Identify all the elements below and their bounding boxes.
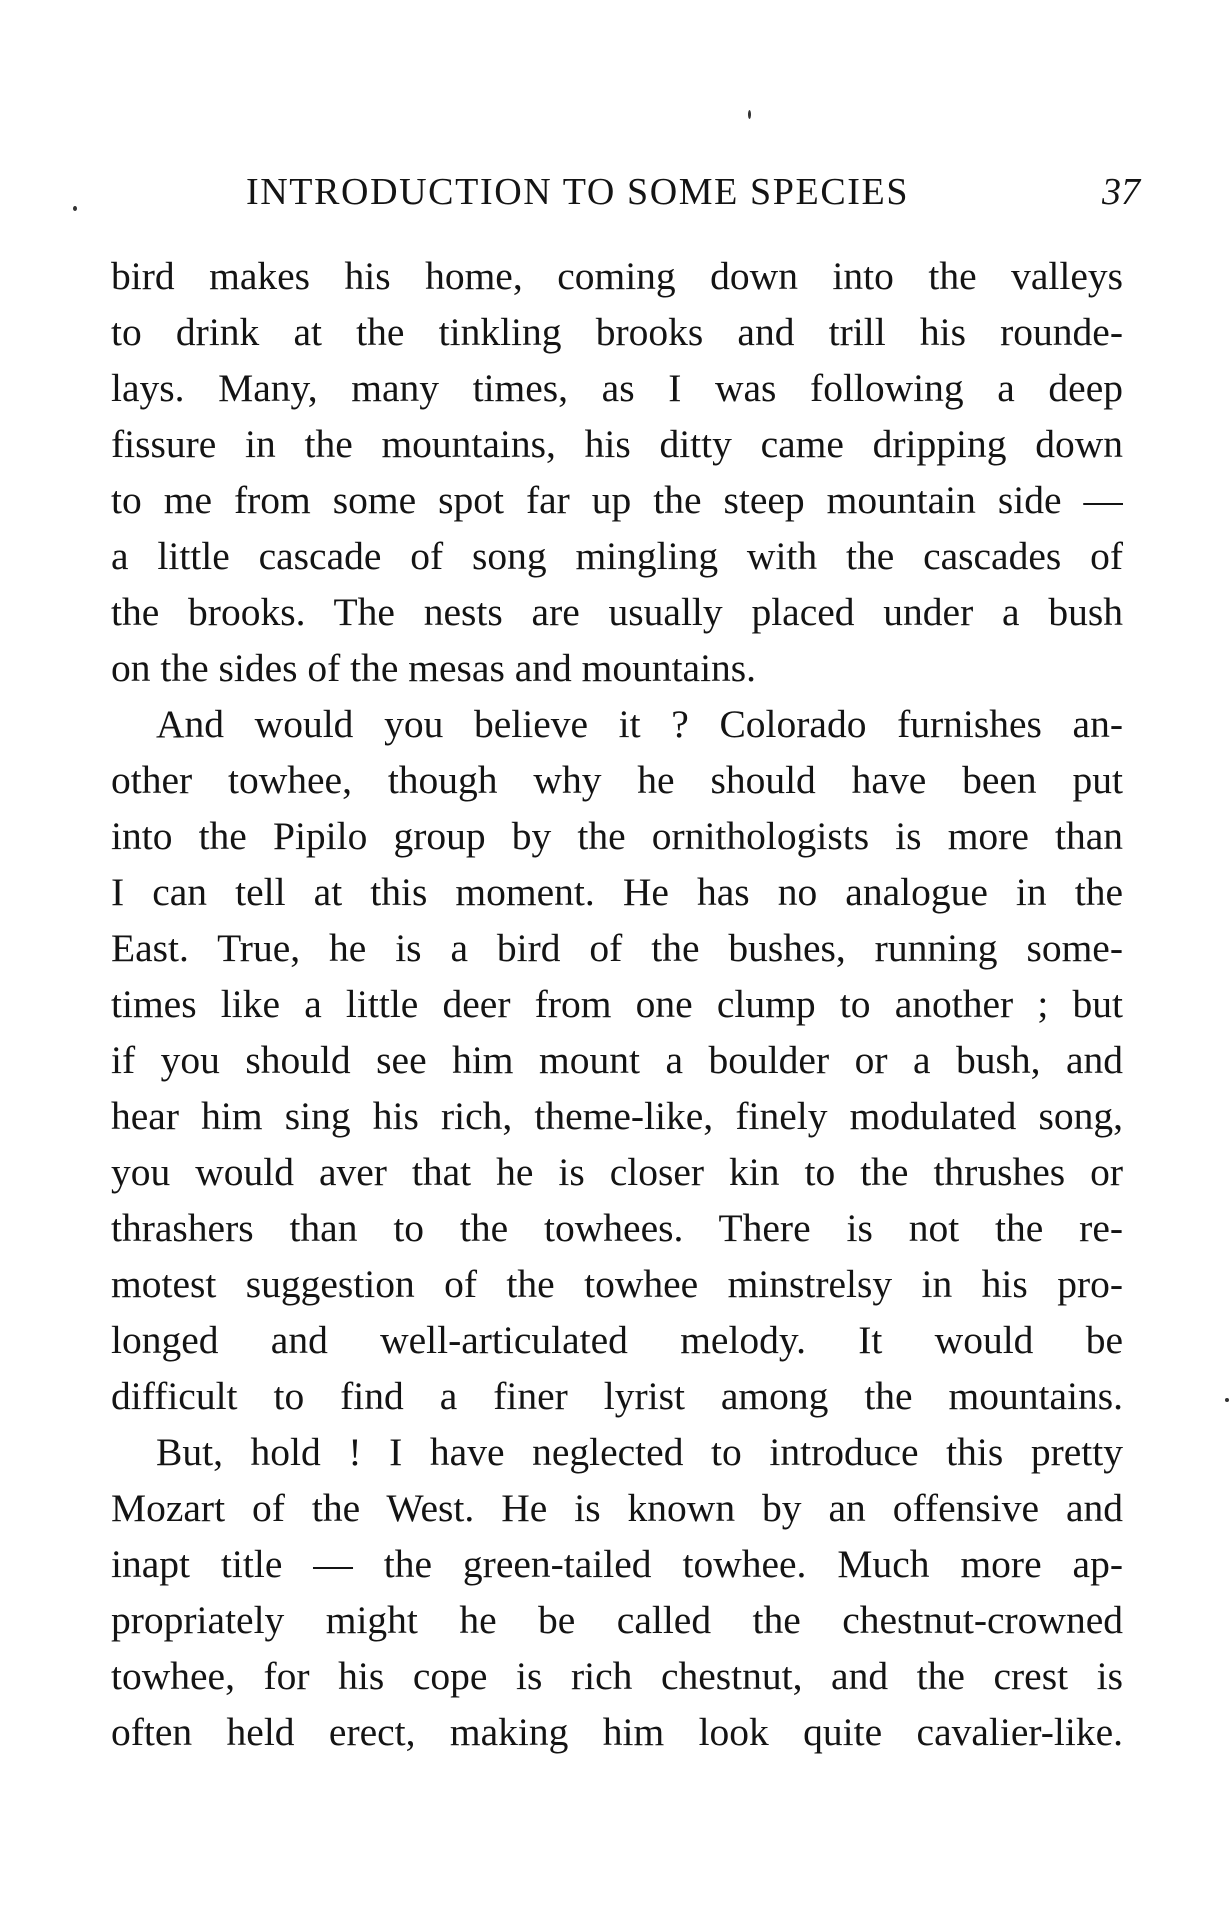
text-line: if you should see him mount a boulder or a bush, and (111, 1038, 1123, 1082)
text-line: to drink at the tinkling brooks and trill his rounde- (111, 310, 1123, 354)
paragraph (111, 248, 1123, 696)
text-line: inapt title — the green-tailed towhee. Much more ap- (111, 1542, 1123, 1586)
text-line: But, hold ! I have neglected to introduce this pretty (156, 1430, 1123, 1474)
text-line: times like a little deer from one clump to another ; but (111, 982, 1123, 1026)
text-line: And would you believe it ? Colorado furnishes an- (156, 702, 1123, 746)
scan-speck (1225, 1398, 1229, 1402)
text-line: hear him sing his rich, theme-like, finely modulated song, (111, 1094, 1123, 1138)
scan-speck (73, 206, 77, 211)
running-head (246, 170, 1140, 230)
text-line: East. True, he is a bird of the bushes, running some- (111, 926, 1123, 970)
running-head-title: INTRODUCTION TO SOME SPECIES (246, 171, 910, 213)
text-line: other towhee, though why he should have been put (111, 758, 1123, 802)
text-line: to me from some spot far up the steep mountain side — (111, 478, 1123, 522)
text-line: bird makes his home, coming down into the valleys (111, 254, 1123, 298)
text-line: propriately might he be called the chestnut-crowned (111, 1598, 1123, 1642)
text-line: fissure in the mountains, his ditty came dripping down (111, 422, 1123, 466)
text-line: towhee, for his cope is rich chestnut, and the crest is (111, 1654, 1123, 1698)
paragraph (111, 696, 1123, 1424)
text-line: you would aver that he is closer kin to the thrushes or (111, 1150, 1123, 1194)
page-number: 37 (1102, 171, 1140, 213)
text-line: lays. Many, many times, as I was following a deep (111, 366, 1123, 410)
paragraph (111, 1424, 1123, 1760)
text-line: thrashers than to the towhees. There is not the re- (111, 1206, 1123, 1250)
text-line: often held erect, making him look quite cavalier-like. (111, 1710, 1123, 1754)
text-line: into the Pipilo group by the ornithologists is more than (111, 814, 1123, 858)
text-line: a little cascade of song mingling with the cascades of (111, 534, 1123, 578)
text-line: longed and well-articulated melody. It would be (111, 1318, 1123, 1362)
text-line: I can tell at this moment. He has no analogue in the (111, 870, 1123, 914)
text-line: motest suggestion of the towhee minstrelsy in his pro- (111, 1262, 1123, 1306)
text-line: difficult to find a finer lyrist among the mountains. (111, 1374, 1123, 1418)
text-line: on the sides of the mesas and mountains. (111, 646, 757, 690)
scan-speck (748, 110, 751, 119)
text-line: Mozart of the West. He is known by an offensive and (111, 1486, 1123, 1530)
body-text (111, 248, 1123, 1760)
text-line: the brooks. The nests are usually placed under a bush (111, 590, 1123, 634)
